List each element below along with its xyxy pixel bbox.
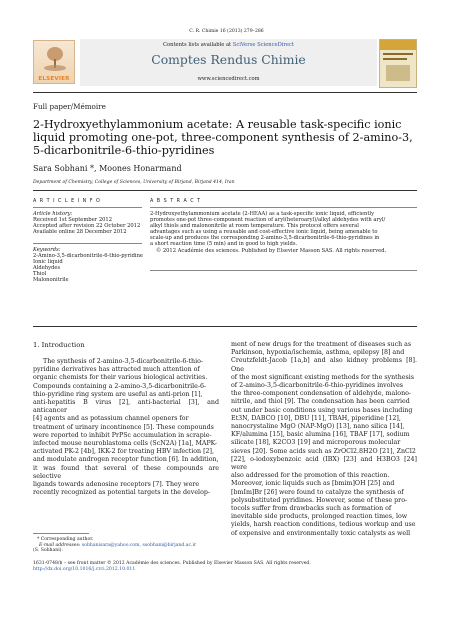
body-line: Et3N, DABCO [10], DBU [11], TBAH, piperidine [12], xyxy=(231,414,401,422)
body-line: thio-pyridine ring system are useful as anti-prion [1], xyxy=(33,390,203,398)
header-rule xyxy=(33,92,417,93)
abstract-line: a short reaction time (5 min) and in good to high yields. xyxy=(150,241,298,248)
article-title xyxy=(33,118,423,158)
right-column-text xyxy=(231,341,417,538)
body-line: of 2-amino-3,5-dicarbonitrile-6-thio-pyridines involves xyxy=(231,382,404,390)
email-link[interactable]: sobhanisara@yahoo.com, ssobhani@birjand.ac.ir xyxy=(81,542,197,548)
abstract-text xyxy=(150,211,417,254)
publisher-logo-text: ELSEVIER xyxy=(38,76,70,82)
body-line: of expensive and environmentally toxic catalysts as well xyxy=(231,529,411,537)
abstract-bottom-rule xyxy=(150,270,417,271)
email-label: E-mail addresses: xyxy=(39,542,82,548)
body-line: it was found that several of these compounds are selective xyxy=(33,464,219,480)
footnote-rule xyxy=(33,533,89,534)
body-line: Moreover, ionic liquids such as [bmim]OH [25] and xyxy=(231,480,395,488)
footer xyxy=(33,561,433,572)
abstract-line: 2-Hydroxyethylammonium acetate (2-HEAA) as a task-specific ionic liquid, efficiently xyxy=(150,211,375,217)
footnote-name: (S. Sobhani). xyxy=(33,548,63,554)
body-line: yields, harsh reaction conditions, tedious workup and use xyxy=(231,521,416,529)
cover-title-line-2 xyxy=(383,58,407,60)
history-rule xyxy=(33,243,142,244)
body-top-rule xyxy=(33,326,417,327)
body-line: infected mouse neuroblastoma cells (ScN2A) [1a], MAPK- xyxy=(33,440,218,448)
abstract-line: alkyl thiols and malononitrile at room temperature. This protocol offers several xyxy=(150,223,359,230)
contents-available-line xyxy=(80,42,377,48)
cover-title-line-1 xyxy=(383,53,413,55)
body-line: Parkinson, hypoxia/ischemia, asthma, epilepsy [8] and xyxy=(231,349,405,357)
footnote xyxy=(33,537,219,554)
abstract-rule xyxy=(150,207,417,208)
body-line: inevitable side products, prolonged reaction times, low xyxy=(231,513,408,521)
title-line: 5-dicarbonitrile-6-thio-pyridines xyxy=(33,144,215,158)
history-item: Available online 28 December 2012 xyxy=(33,229,127,236)
body-line: of the most significant existing methods for the synthesis xyxy=(231,373,414,381)
copyright-line: © 2012 Académie des sciences. Published by Elsevier Masson SAS. All rights reserved. xyxy=(156,247,387,254)
article-type: Full paper/Mémoire xyxy=(33,102,106,111)
affiliation-rule xyxy=(33,190,417,191)
body-line: the three-component condensation of aldehyde, malono- xyxy=(231,390,412,398)
keyword: Ionic liquid xyxy=(33,259,63,266)
journal-header xyxy=(80,39,377,86)
affiliation: Department of Chemistry, College of Sciences, University of Birjand, Birjand 414, Iran xyxy=(33,180,235,185)
title-line: 2-Hydroxyethylammonium acetate: A reusable task-specific ionic xyxy=(33,118,402,131)
authors: Sara Sobhani *, Moones Honarmand xyxy=(33,164,182,173)
left-column-text xyxy=(33,358,219,497)
journal-title: Comptes Rendus Chimie xyxy=(151,52,306,67)
body-line: ligands towards adenosine receptors [7]. They were xyxy=(33,481,200,489)
title-line: liquid promoting one-pot, three-component synthesis of 2-amino-3, xyxy=(33,131,413,145)
front-matter-line: 1631-0748/$ – see front matter © 2012 Académie des sciences. Published by Elsevier Masson SAS. All rights reserved. xyxy=(33,561,311,566)
keyword: Aldehydes xyxy=(33,265,61,272)
keyword: 2-Amino-3,5-dicarbonitrile-6-thio-pyridine xyxy=(33,253,143,260)
body-line: The synthesis of 2-amino-3,5-dicarbonitrile-6-thio- xyxy=(43,358,204,365)
corresponding-author: * Corresponding author. xyxy=(37,537,94,542)
introduction-heading: 1. Introduction xyxy=(33,341,85,349)
keywords xyxy=(33,247,145,284)
body-line: Creutzfeldt-Jacob [1a,b] and also kidney problems [8]. One xyxy=(231,357,417,373)
article-history xyxy=(33,211,145,235)
elsevier-logo xyxy=(33,40,75,84)
body-line: polysubstituted pyridines. However, some of these pro- xyxy=(231,496,408,504)
body-line: [22], o-iodoxybenzoic acid (IBX) [23] and H3BO3 [24] were xyxy=(231,455,417,472)
body-line: out under basic conditions using various bases including xyxy=(231,406,413,414)
body-line: nitrile, and thiol [9]. The condensation has been carried xyxy=(231,398,410,406)
body-line: also addressed for the promotion of this reaction. xyxy=(231,472,390,480)
history-item: Accepted after revision 22 October 2012 xyxy=(33,223,141,230)
doi-link[interactable]: http://dx.doi.org/10.1016/j.crci.2012.10.011 xyxy=(33,566,136,572)
abstract-line: advantages such as using a reusable and cost-effective ionic liquid, being amenable to xyxy=(150,229,378,236)
keywords-label: Keywords: xyxy=(33,247,61,253)
body-line: [4] agents and as potassium channel openers for xyxy=(33,415,189,423)
body-line: [bmIm]Br [26] were found to catalyze the synthesis of xyxy=(231,488,404,496)
body-line: activated PK-2 [4b], IKK-2 for treating HBV infection [2], xyxy=(33,448,214,456)
body-line: KF/alumina [15], basic alumina [16], TBAF [17], sodium xyxy=(231,431,410,439)
body-line: anti-hepatitis B virus [2], anti-bacterial [3], and anticancer xyxy=(33,399,219,415)
body-line: treatment of urinary incontinence [5]. These compounds xyxy=(33,423,214,431)
keyword: Malononitrile xyxy=(33,277,69,284)
keyword: Thiol xyxy=(33,271,47,278)
cover-image-block xyxy=(386,65,410,81)
sciencedirect-link[interactable]: SciVerse ScienceDirect xyxy=(232,42,294,48)
body-line: recently recognized as potential targets in the develop- xyxy=(33,489,211,497)
article-info-rule xyxy=(33,207,142,208)
history-label: Article history: xyxy=(33,211,73,217)
history-item: Received 1st September 2012 xyxy=(33,217,113,224)
body-line: pyridine derivatives has attracted much attention of xyxy=(33,366,200,374)
journal-reference: C. R. Chimie 16 (2013) 279–286 xyxy=(189,29,264,34)
body-line: silicate [18], K2CO3 [19] and microporous molecular xyxy=(231,439,401,447)
cover-band xyxy=(380,40,416,50)
body-line: sieves [20]. Some acids such as ZrOCl2.8H2O [21], ZnCl2 xyxy=(231,447,416,455)
article-info-heading: A R T I C L E I N F O xyxy=(33,199,101,204)
abstract-line: scale-up and produces the corresponding 2-amino-3,5-dicarbonitrile-6-thio-pyridines in xyxy=(150,235,380,242)
body-line: and modulate androgen receptor function [6]. In addition, xyxy=(33,456,219,464)
body-line: ment of new drugs for the treatment of diseases such as xyxy=(231,341,412,348)
abstract-heading: A B S T R A C T xyxy=(150,199,202,204)
journal-url[interactable]: www.sciencedirect.com xyxy=(197,76,260,82)
body-line: Compounds containing a 2-amino-3,5-dicarbonitrile-6- xyxy=(33,382,207,390)
body-line: were reported to inhibit PrPSc accumulation in scrapie- xyxy=(33,431,212,439)
body-line: organic chemists for their various biological activities. xyxy=(33,374,208,382)
body-line: tocols suffer from drawbacks such as formation of xyxy=(231,505,392,513)
contents-available-text: Contents lists available at xyxy=(163,42,233,48)
logo-figure xyxy=(44,65,66,71)
journal-cover-thumbnail xyxy=(379,39,417,88)
abstract-line: promotes one-pot three-component reaction of aryl(heteroaryl)/alkyl aldehydes with aryl/ xyxy=(150,217,386,224)
body-line: nanocrystaline MgO (NAP-MgO) [13], nano silica [14], xyxy=(231,423,405,431)
